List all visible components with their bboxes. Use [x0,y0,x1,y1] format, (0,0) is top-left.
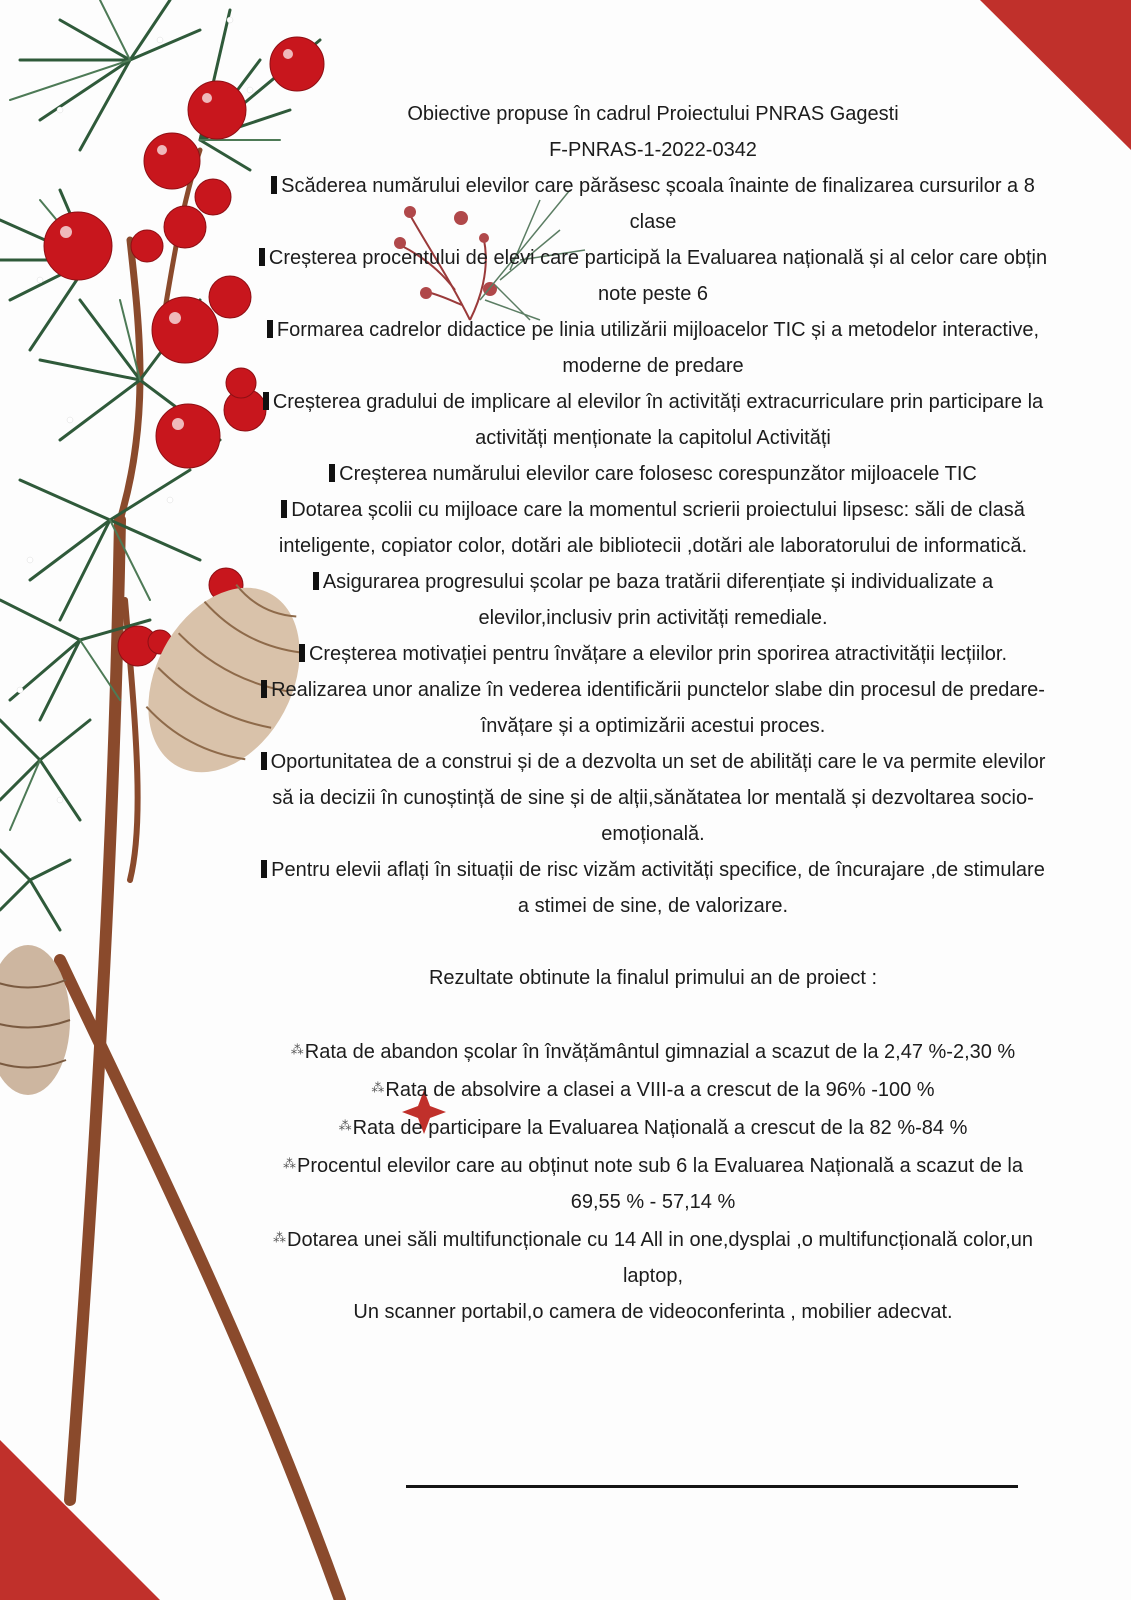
objective-item: Pentru elevii aflați în situații de risc vizăm activități specifice, de încurajare ,de stimulare a stimei de sine, de valorizare. [258,852,1048,924]
asterism-bullet-icon: ⁂ [273,1230,286,1245]
results-list [258,1032,1048,1330]
objective-item: Creșterea procentului de elevi care participă la Evaluarea națională și al celor care obțin note peste 6 [258,240,1048,312]
asterism-bullet-icon: ⁂ [371,1080,385,1095]
spacer [258,996,1048,1032]
result-item-continuation: Un scanner portabil,o camera de videoconferinta , mobilier adecvat. [353,1301,953,1323]
objective-item: Creșterea motivației pentru învățare a elevilor prin sporirea atractivității lecțiilor. [258,636,1048,672]
black-bar-bullet-icon [261,680,267,698]
objectives-list [258,168,1048,924]
black-bar-bullet-icon [263,392,269,410]
result-item: ⁂Dotarea unei săli multifuncționale cu 14 All in one,dysplai ,o multifuncțională color,un laptop, [273,1229,1033,1287]
result-item: ⁂Rata de absolvire a clasei a VIII-a a crescut de la 96% -100 % [371,1079,935,1101]
asterism-bullet-icon: ⁂ [290,1042,304,1057]
black-bar-bullet-icon [313,572,319,590]
black-bar-bullet-icon [271,176,277,194]
black-bar-bullet-icon [261,752,267,770]
result-item: ⁂Rata de participare la Evaluarea Națională a crescut de la 82 %-84 % [338,1117,968,1139]
objective-item: Creșterea numărului elevilor care folosesc corespunzător mijloacele TIC [258,456,1048,492]
asterism-bullet-icon: ⁂ [338,1118,352,1133]
asterism-bullet-icon: ⁂ [282,1156,296,1171]
black-bar-bullet-icon [281,500,287,518]
objective-item: Creșterea gradului de implicare al elevilor în activități extracurriculare prin participare la activități menționate la capitolul Activități [258,384,1048,456]
black-bar-bullet-icon [267,320,273,338]
objective-item: Scăderea numărului elevilor care părăsesc școala înainte de finalizarea cursurilor a 8 clase [258,168,1048,240]
result-item: ⁂Rata de abandon școlar în învățământul gimnazial a scazut de la 2,47 %-2,30 % [290,1041,1016,1063]
bottom-left-corner-triangle [0,1440,160,1600]
project-code: F-PNRAS-1-2022-0342 [549,139,757,161]
objective-item: Asigurarea progresului școlar pe baza tratării diferențiate și individualizate a elevilor,inclusiv prin activități remediale. [258,564,1048,636]
divider-line [406,1485,1018,1488]
objective-item: Dotarea școlii cu mijloace care la momentul scrierii proiectului lipsesc: săli de clasă inteligente, copiator color, dotări ale bibliotecii ,dotări ale laboratorului de informatică. [278,499,1028,557]
objective-item: Formarea cadrelor didactice pe linia utilizării mijloacelor TIC și a metodelor interactive, moderne de predare [258,312,1048,384]
black-bar-bullet-icon [261,860,267,878]
black-bar-bullet-icon [259,248,265,266]
results-title: Rezultate obtinute la finalul primului an de proiect : [428,967,878,989]
objective-item: Realizarea unor analize în vederea identificării punctelor slabe din procesul de predare-învățare și a optimizării acestui proces. [258,672,1048,744]
black-bar-bullet-icon [329,464,335,482]
objective-item: Oportunitatea de a construi și de a dezvolta un set de abilități care le va permite elevilor să ia decizii în cunoștință de sine și de alții,sănătatea lor mentală și dezvoltarea socio-emoțională. [258,744,1048,852]
result-item: ⁂Procentul elevilor care au obținut note sub 6 la Evaluarea Națională a scazut de la 69,55 % - 57,14 % [282,1155,1023,1213]
document-body [258,96,1048,1330]
black-bar-bullet-icon [299,644,305,662]
document-title: Obiective propuse în cadrul Proiectului PNRAS Gagesti [407,103,899,125]
spacer [258,924,1048,960]
